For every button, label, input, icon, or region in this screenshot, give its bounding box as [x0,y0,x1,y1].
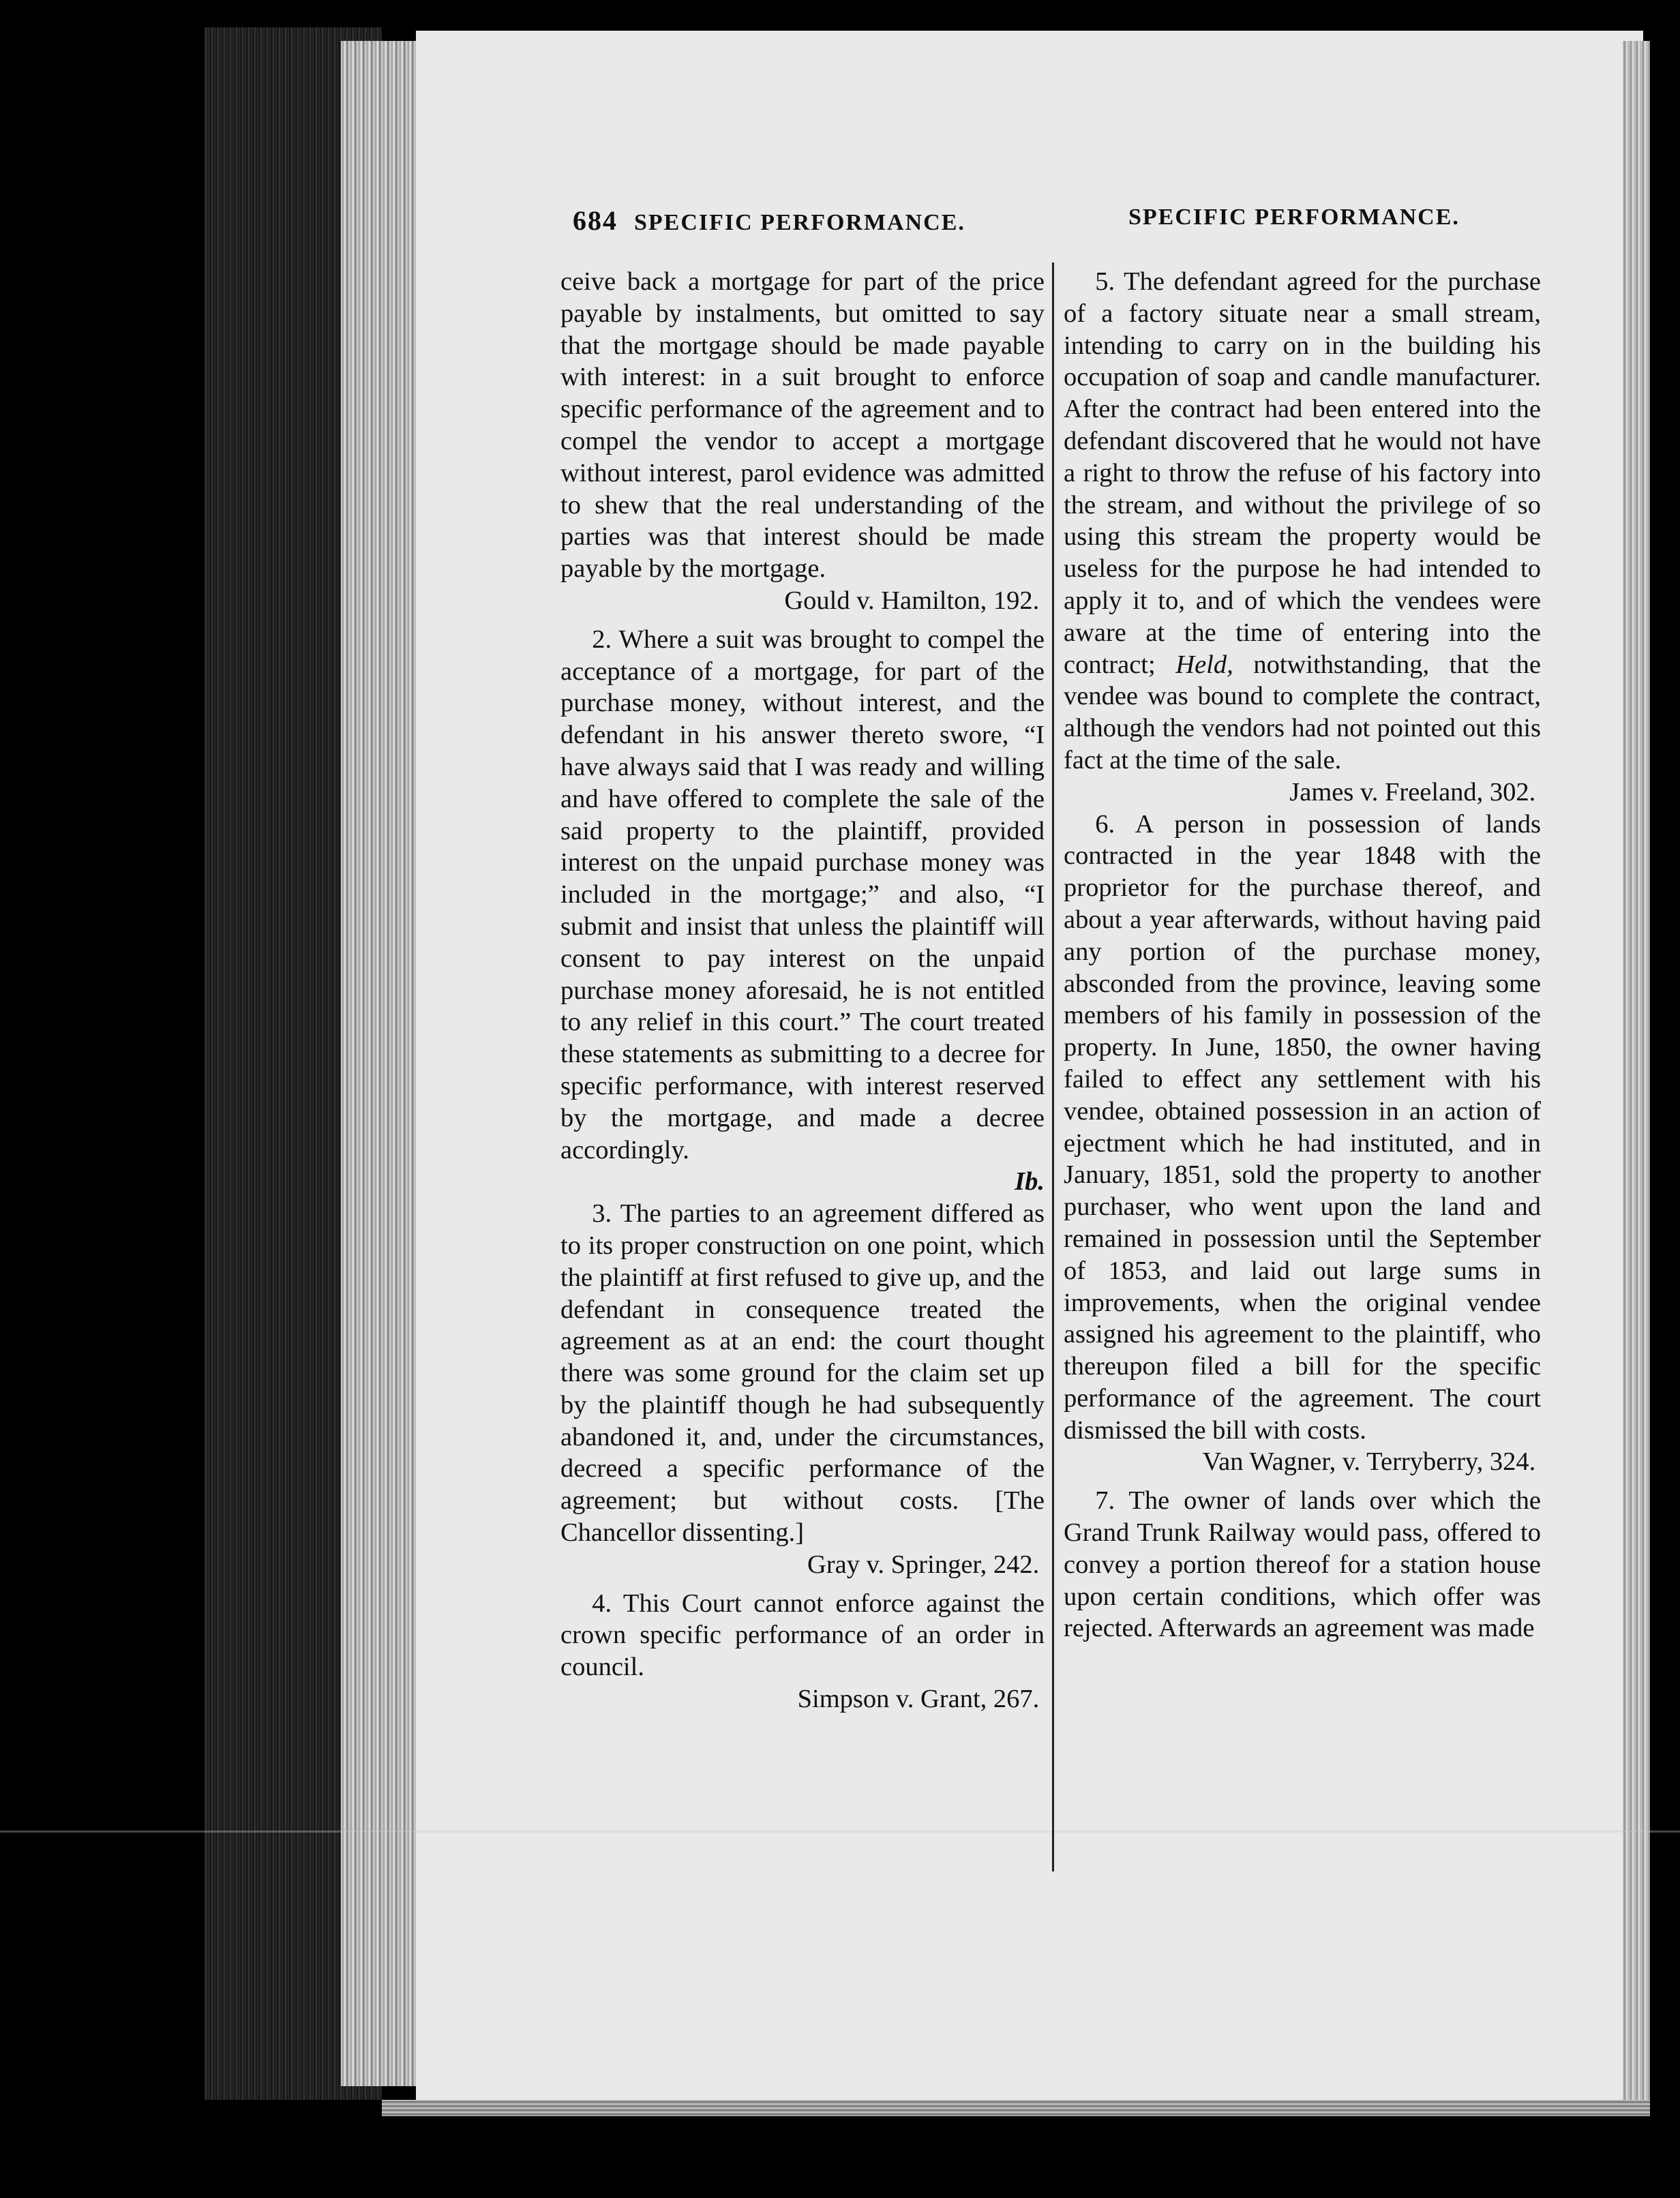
citation-simpson-v-grant: Simpson v. Grant, 267. [797,1685,1040,1714]
paragraph-2: 2. Where a suit was brought to compel the acceptance of a mortgage, for part of the purchase money, without interest, and the defendant in his answer thereto swore, “I have always said that I was ready and willing and have offered to complete the sale of the said property to the plaintiff, provided interest on the unpaid purchase money was included in the mortgage;” and also, “I submit and insist that unless the plaintiff will consent to pay interest on the unpaid purchase money aforesaid, he is not entitled to any relief in this court.” The court treated these statements as submitting to a decree for specific performance, with interest reserved by the mortgage, and made a decree accordingly. [560,624,1045,1164]
paragraph-1-continued: ceive back a mortgage for part of the price payable by instalments, but omitted to say that the mortgage should be made payable with interest: in a suit brought to enforce specific performance of the agreement and to compel the vendor to accept a mortgage without interest, parol evidence was admitted to shew that the real understanding of the parties was that interest should be made payable by the mortgage. [560,267,1045,584]
right-header-title: SPECIFIC PERFORMANCE. [1128,205,1460,230]
right-page-edge [1623,41,1650,2113]
column-divider [1052,262,1054,1871]
citation-gould-v-hamilton: Gould v. Hamilton, 192. [784,586,1040,615]
paragraph-5 [1064,266,1541,777]
paragraph-6: 6. A person in possession of lands contracted in the year 1848 with the proprietor for the purchase thereof, and about a year afterwards, without having paid any portion of the purchase money, absconded from the province, leaving some members of his family in possession of the property. In June, 1850, the owner having failed to effect any settlement with his vendee, obtained possession in an action of ejectment which he had instituted, and in January, 1851, sold the property to another purchaser, who went upon the land and remained in possession until the September of 1853, and laid out large sums in improvements, when the original vendee assigned his agreement to the plaintiff, who thereupon filed a bill for the specific performance of the agreement. The court dismissed the bill with costs. [1064,809,1541,1445]
left-column [560,266,1045,1715]
paragraph-4: 4. This Court cannot enforce against the crown specific performance of an order in council. [560,1589,1045,1682]
right-column [1064,266,1541,1644]
book-page-edges-light [341,41,423,2086]
bottom-page-edge [382,2100,1650,2116]
paragraph-3: 3. The parties to an agreement differed as to its proper construction on one point, which the plaintiff at first refused to give up, and the defendant in consequence treated the agreement as at an end: the court thought there was some ground for the claim set up by the plaintiff though he had subsequently abandoned it, and, under the circumstances, decreed a specific performance of the agreement; but without costs. [The Chancellor dissenting.] [560,1199,1045,1548]
citation-james-v-freeland: James v. Freeland, 302. [1289,777,1536,807]
citation-gray-v-springer: Gray v. Springer, 242. [807,1550,1040,1579]
paragraph-7: 7. The owner of lands over which the Grand Trunk Railway would pass, offered to convey a portion thereof for a station house upon certain conditions, which offer was rejected. Afterwards an agreement was made [1064,1486,1541,1643]
paragraph-5-text-a: 5. The defendant agreed for the purchase of a factory situate near a small stream, intending to carry on in the building his occupation of soap and candle manufacturer. After the contract had been entered into the defendant discovered that he would not have a right to throw the refuse of his factory into the stream, and without the privilege of so using this stream the property would be useless for the purpose he had intended to apply it to, and of which the vendees were aware at the time of entering into the contract; [1064,267,1541,679]
paragraph-5-text-b: notwithstanding, that the vendee was bound to complete the contract, although the vendors had not pointed out this fact at the time of the sale. [1064,650,1542,774]
left-header-title: SPECIFIC PERFORMANCE. [634,210,965,235]
running-header-right [1128,205,1460,230]
scan-artifact-line [0,1831,1680,1833]
citation-van-wagner-v-terryberry: Van Wagner, v. Terryberry, 324. [1202,1447,1536,1477]
citation-ib: Ib. [1015,1167,1045,1196]
page-number: 684 [573,205,618,236]
held-italic: Held, [1175,650,1233,679]
running-header-left [573,205,965,237]
